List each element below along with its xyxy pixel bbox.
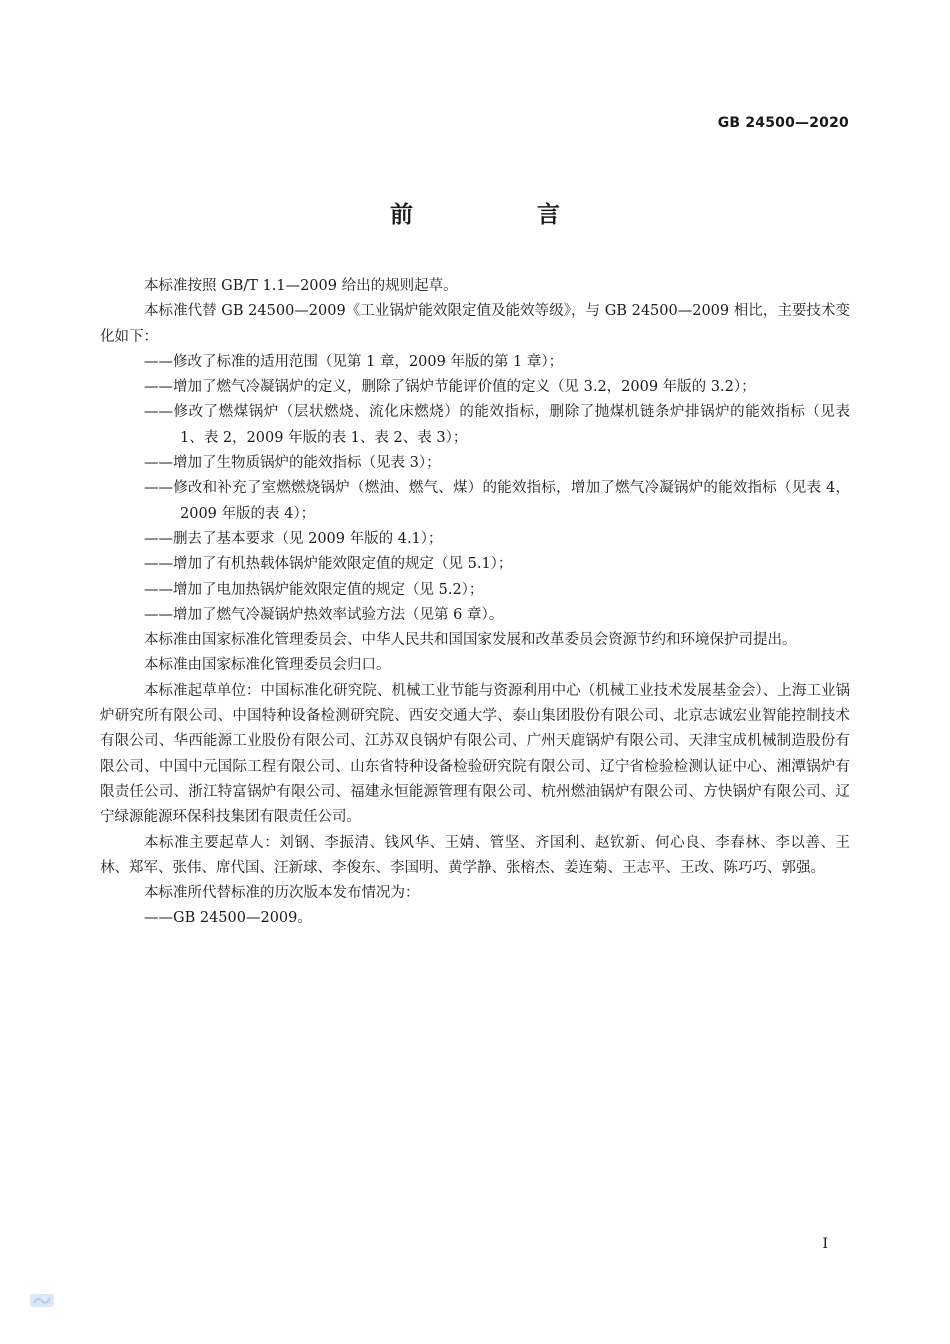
- sac-logo-icon: [30, 1292, 54, 1309]
- paragraph: 本标准由国家标准化管理委员会归口。: [144, 657, 391, 674]
- list-item: ——修改和补充了室燃燃烧锅炉（燃油、燃气、煤）的能效指标，增加了燃气冷凝锅炉的能效指标（见表 4，2009 年版的表 4）；: [144, 480, 850, 522]
- paragraph: 本标准主要起草人：刘钢、李振清、钱风华、王婧、管坚、齐国利、赵钦新、何心良、李春林、李以善、王林、郑军、张伟、席代国、汪新球、李俊东、李国明、黄学静、张榕杰、姜连菊、王志平、王改、陈巧巧、郭强。: [100, 834, 850, 876]
- paragraph: 本标准所代替标准的历次版本发布情况为：: [144, 885, 420, 902]
- page-title: 前 言: [389, 202, 618, 228]
- list-item: ——GB 24500—2009。: [144, 910, 312, 927]
- list-item: ——修改了标准的适用范围（见第 1 章，2009 年版的第 1 章）；: [144, 353, 564, 370]
- paragraph: 本标准起草单位：中国标准化研究院、机械工业节能与资源利用中心（机械工业技术发展基金会）、上海工业锅炉研究所有限公司、中国特种设备检测研究院、西安交通大学、泰山集团股份有限公司、北京志诚宏业智能控制技术有限公司、华西能源工业股份有限公司、江苏双良锅炉有限公司、广州天鹿锅炉有限公司、天津宝成机械制造股份有限公司、中国中元国际工程有限公司、山东省特种设备检验研究院有限公司、辽宁省检验检测认证中心、湘潭锅炉有限责任公司、浙江特富锅炉有限公司、福建永恒能源管理有限公司、杭州燃油锅炉有限公司、方快锅炉有限公司、辽宁绿源能源环保科技集团有限责任公司。: [100, 682, 850, 826]
- list-item: ——增加了有机热载体锅炉能效限定值的规定（见 5.1）；: [144, 556, 513, 573]
- list-item: ——增加了电加热锅炉能效限定值的规定（见 5.2）；: [144, 581, 484, 598]
- list-item: ——增加了生物质锅炉的能效指标（见表 3）；: [144, 455, 441, 472]
- paragraph: 本标准按照 GB/T 1.1—2009 给出的规则起草。: [144, 278, 458, 294]
- document-body: [100, 274, 850, 932]
- list-item: ——删去了基本要求（见 2009 年版的 4.1）；: [144, 530, 443, 547]
- standard-code: GB 24500—2020: [717, 115, 849, 131]
- list-item: ——增加了燃气冷凝锅炉热效率试验方法（见第 6 章）。: [144, 606, 504, 623]
- list-item: ——增加了燃气冷凝锅炉的定义，删除了锅炉节能评价值的定义（见 3.2，2009 年版的 3.2）；: [144, 379, 756, 396]
- list-item: ——修改了燃煤锅炉（层状燃烧、流化床燃烧）的能效指标，删除了抛煤机链条炉排锅炉的能效指标（见表 1、表 2，2009 年版的表 1、表 2、表 3）；: [144, 404, 850, 446]
- paragraph: 本标准由国家标准化管理委员会、中华人民共和国国家发展和改革委员会资源节约和环境保护司提出。: [144, 632, 797, 649]
- page-number: I: [822, 1236, 828, 1252]
- paragraph: 本标准代替 GB 24500—2009《工业锅炉能效限定值及能效等级》，与 GB 24500—2009 相比，主要技术变化如下：: [100, 303, 850, 345]
